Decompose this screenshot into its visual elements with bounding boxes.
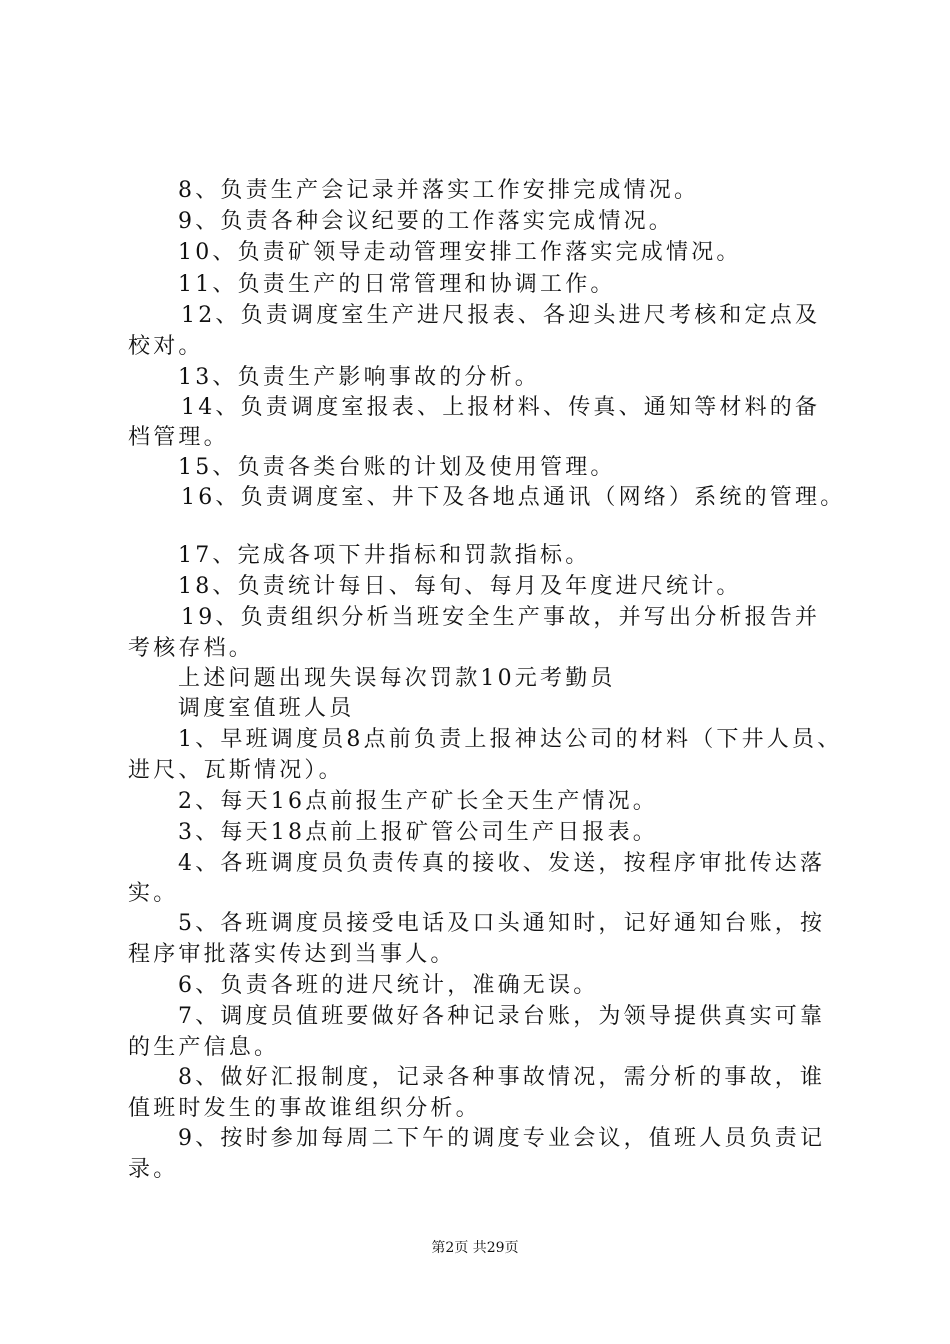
paragraph-line: 实。 — [128, 881, 179, 906]
paragraph-line: 10、负责矿领导走动管理安排工作落实完成情况。 — [178, 240, 742, 265]
paragraph-line: 校对。 — [128, 334, 204, 359]
paragraph-line: 17、完成各项下井指标和罚款指标。 — [178, 543, 591, 568]
paragraph-line: 5、各班调度员接受电话及口头通知时，记好通知台账，按 — [178, 911, 826, 936]
paragraph-line: 13、负责生产影响事故的分析。 — [178, 365, 540, 390]
page-footer: 第2页 共29页 — [431, 1240, 519, 1256]
section-heading: 调度室值班人员 — [178, 696, 355, 721]
paragraph-line: 录。 — [128, 1157, 179, 1182]
paragraph-line: 9、按时参加每周二下午的调度专业会议，值班人员负责记 — [178, 1126, 826, 1151]
paragraph-line: 上述问题出现失误每次罚款10元考勤员 — [178, 666, 616, 691]
paragraph-line: 3、每天18点前上报矿管公司生产日报表。 — [178, 820, 658, 845]
paragraph-line: 2、每天16点前报生产矿长全天生产情况。 — [178, 789, 658, 814]
paragraph-line: 9、负责各种会议纪要的工作落实完成情况。 — [178, 209, 674, 234]
paragraph-line: 14、负责调度室报表、上报材料、传真、通知等材料的备 — [181, 395, 821, 420]
paragraph-line: 进尺、瓦斯情况）。 — [128, 758, 344, 783]
paragraph-line: 4、各班调度员负责传真的接收、发送，按程序审批传达落 — [178, 851, 826, 876]
paragraph-line: 的生产信息。 — [128, 1035, 280, 1060]
paragraph-line: 8、负责生产会记录并落实工作安排完成情况。 — [178, 178, 700, 203]
paragraph-line: 8、做好汇报制度，记录各种事故情况，需分析的事故，谁 — [178, 1065, 826, 1090]
paragraph-line: 12、负责调度室生产进尺报表、各迎头进尺考核和定点及 — [181, 303, 821, 328]
paragraph-line: 值班时发生的事故谁组织分析。 — [128, 1096, 481, 1121]
paragraph-line: 程序审批落实传达到当事人。 — [128, 942, 456, 967]
paragraph-line: 1、早班调度员8点前负责上报神达公司的材料（下井人员、 — [178, 727, 843, 752]
paragraph-line: 7、调度员值班要做好各种记录台账，为领导提供真实可靠 — [178, 1004, 826, 1029]
paragraph-line: 15、负责各类台账的计划及使用管理。 — [178, 455, 616, 480]
paragraph-line: 11、负责生产的日常管理和协调工作。 — [178, 272, 616, 297]
paragraph-line: 19、负责组织分析当班安全生产事故，并写出分析报告并 — [181, 605, 821, 630]
paragraph-line: 6、负责各班的进尺统计，准确无误。 — [178, 973, 599, 998]
paragraph-line: 考核存档。 — [128, 636, 255, 661]
paragraph-line: 18、负责统计每日、每旬、每月及年度进尺统计。 — [178, 574, 742, 599]
paragraph-line: 16、负责调度室、井下及各地点通讯（网络）系统的管理。 — [181, 485, 846, 510]
paragraph-line: 档管理。 — [128, 425, 229, 450]
